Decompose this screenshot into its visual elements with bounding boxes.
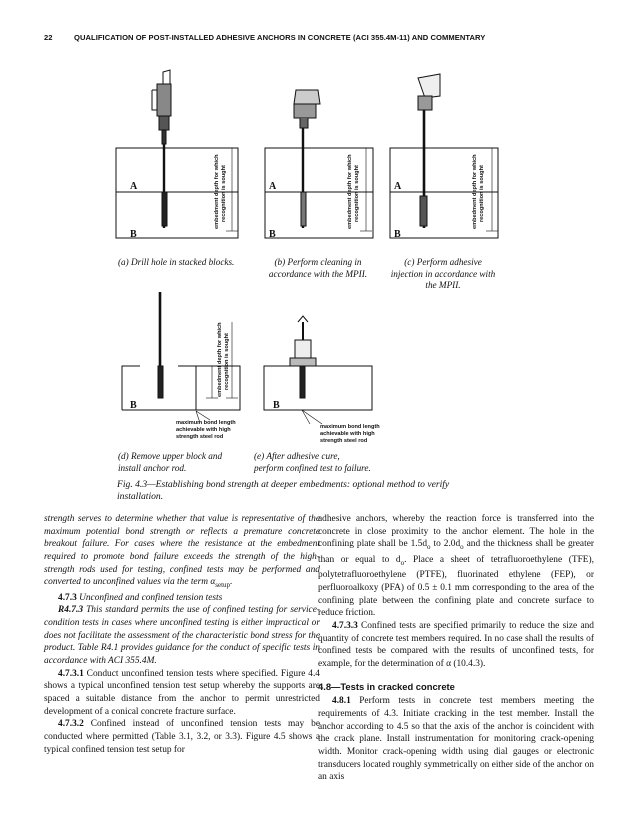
- commentary-paragraph: strength serves to determine whether that value is representative of the maximum potential bond strength or reflects a premature concrete breakout failure. For cases where the resistance at the embedment required to promote bond failure exceeds the strength of the high-strength rods used for testing, confined tests may be performed and converted to unconfined values via the term $\alpha_{setup}$.: [44, 514, 320, 590]
- bond-note-line2: achievable with high: [320, 431, 375, 437]
- section-heading-4-8: 4.8—Tests in cracked concrete: [318, 680, 455, 692]
- dim-label-line2: recognition is sought: [224, 333, 230, 390]
- label-a: A: [130, 181, 138, 192]
- figure-caption: Fig. 4.3—Establishing bond strength at deeper embedments: optional method to verify installation.: [117, 479, 450, 502]
- bond-note-line3: strength steel rod: [176, 434, 224, 440]
- subcaption-c: (c) Perform adhesive injection in accordance with the MPII.: [390, 257, 496, 290]
- label-b: B: [273, 400, 280, 411]
- right-column: [318, 513, 594, 784]
- bond-note-line3: strength steel rod: [320, 438, 368, 444]
- dim-label-line2: recognition is sought: [354, 165, 360, 222]
- label-a: A: [394, 181, 402, 192]
- dim-label-line1: embedment depth for which: [472, 154, 478, 229]
- panel-e-confined-test: [264, 316, 372, 424]
- label-b: B: [394, 229, 401, 240]
- dim-label-line2: recognition is sought: [479, 165, 485, 222]
- paragraph-continued: adhesive anchors, whereby the reaction force is transferred into the concrete in close proximity to the anchor element. The hole in the confining plate shall be $1.5d_o$ to $2.0d_o$ and the thickness shall be greater than or equal to $d_o$. Place a sheet of tetrafluoroethylene (TFE), polytetrafluoroethylene (PTFE), fluorinated ethylene (FEP), or perfluoroalkoxy (PFA) of 0.5 ± 0.1 mm corresponding to the area of the confining plate between the confining plate and concrete surface to reduce friction.: [318, 514, 594, 619]
- subcaption-e: (e) After adhesive cure, perform confined test to failure.: [254, 451, 371, 473]
- label-a: A: [269, 181, 277, 192]
- dim-label-line1: embedment depth for which: [217, 322, 223, 397]
- bond-note-line1: maximum bond length: [176, 420, 236, 426]
- paragraph-4-7-3-2: 4.7.3.2 Confined instead of unconfined tension tests may be conducted where permitted (Table 3.1, 3.2, or 3.3). Figure 4.5 shows a typical confined tension test setup for: [44, 719, 320, 755]
- section-heading-4-7-3: 4.7.3 Unconfined and confined tension tests: [58, 592, 223, 603]
- label-b: B: [130, 400, 137, 411]
- commentary-r4-7-3: R4.7.3 This standard permits the use of confined testing for service-condition tests in cases where unconfined testing is either impractical or does not facilitate the assessment of the characteristic bond stress for the product. Table R4.1 provides guidance for the conduct of specific tests in accordance with ACI 355.4M.: [44, 605, 320, 667]
- dim-label-line2: recognition is sought: [221, 165, 227, 222]
- page-number: 22: [44, 33, 53, 42]
- subcaption-b: (b) Perform cleaning in accordance with the MPII.: [268, 257, 368, 279]
- paragraph-4-8-1: 4.8.1 Perform tests in concrete test members meeting the requirements of 4.3. Initiate cracking in the test member. Install the anchor according to 4.5 so that the axis of the anchor is coincident with the crack plane. Install instrumentation for monitoring crack-opening width. Monitor crack-opening width using dial gauges or electronic transducers located roughly symmetrically on either side of the anchor on an axis: [318, 696, 594, 783]
- subcaption-a: (a) Drill hole in stacked blocks.: [118, 257, 235, 267]
- paragraph-4-7-3-1: 4.7.3.1 Conduct unconfined tension tests where specified. Figure 4.4 shows a typical unconfined tension test setup whereby the supports are spaced a suitable distance from the anchor to permit unrestricted development of a conical concrete fracture surface.: [44, 668, 320, 717]
- label-b: B: [130, 229, 137, 240]
- bond-note-line2: achievable with high: [176, 427, 231, 433]
- paragraph-4-7-3-3: 4.7.3.3 Confined tests are specified primarily to reduce the size and quantity of concrete test members required. In no case shall the results of confined tests be compared with the results of unconfined tests, for example, for the determination of α (10.4.3).: [318, 621, 594, 669]
- subcaption-d: (d) Remove upper block and install anchor rod.: [118, 451, 223, 473]
- label-b: B: [269, 229, 276, 240]
- bond-note-line1: maximum bond length: [320, 424, 380, 430]
- running-title: QUALIFICATION OF POST-INSTALLED ADHESIVE ANCHORS IN CONCRETE (ACI 355.4M-11) AND COMMENTARY: [74, 33, 486, 42]
- dim-label-line1: embedment depth for which: [347, 154, 353, 229]
- left-column: [44, 513, 320, 756]
- dim-label-line1: embedment depth for which: [214, 154, 220, 229]
